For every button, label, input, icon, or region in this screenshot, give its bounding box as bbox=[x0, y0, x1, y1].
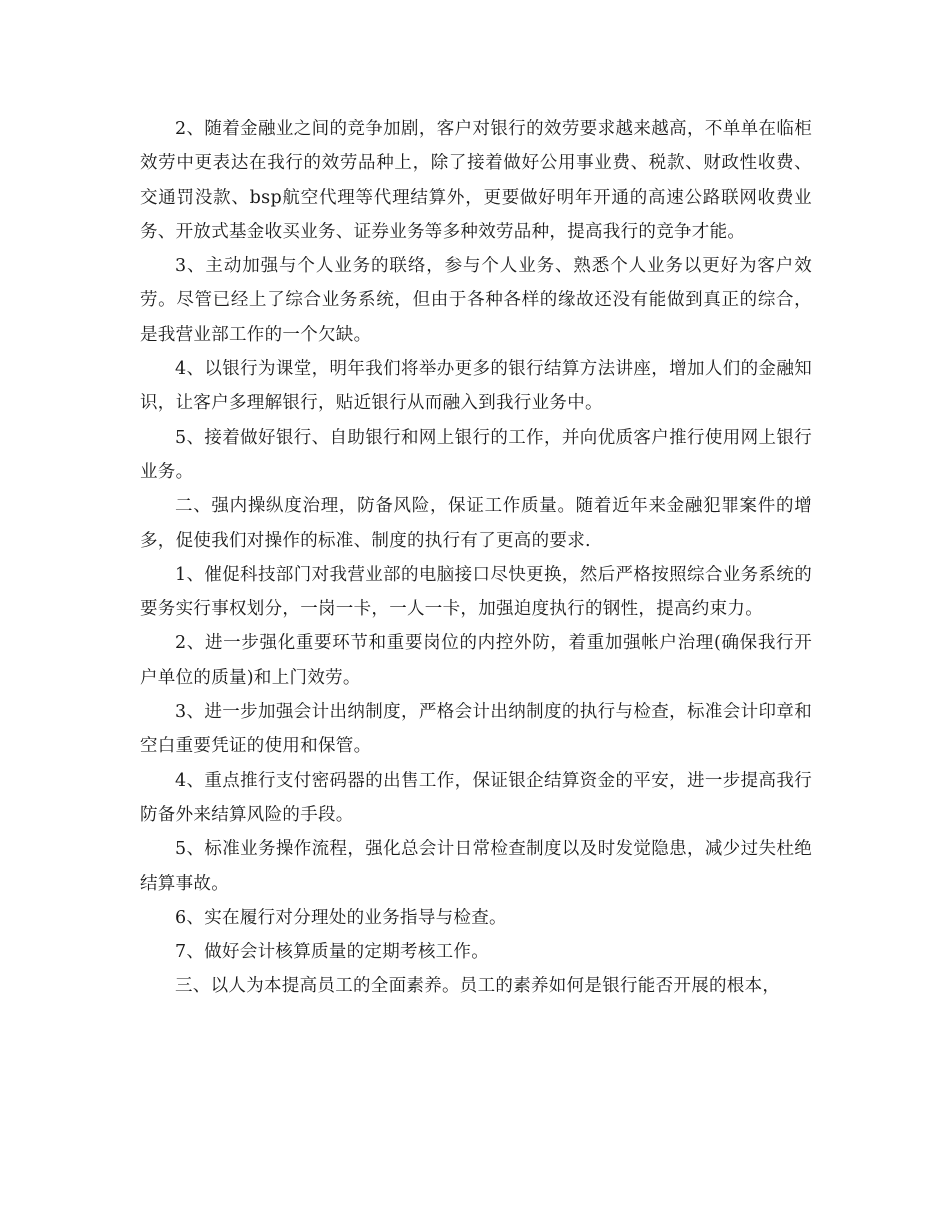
paragraph-section-two-heading: 二、强内操纵度治理，防备风险，保证工作质量。随着近年来金融犯罪案件的增多，促使我们对操作的标准、制度的执行有了更高的要求. bbox=[140, 496, 812, 551]
paragraph-bank-classroom: 4、以银行为课堂，明年我们将举办更多的银行结算方法讲座，增加人们的金融知识，让客户多理解银行，贴近银行从而融入到我行业务中。 bbox=[140, 359, 812, 414]
document-body bbox=[140, 112, 812, 1004]
paragraph-password-device: 4、重点推行支付密码器的出售工作，保证银企结算资金的平安，进一步提高我行防备外来结算风险的手段。 bbox=[140, 770, 812, 825]
paragraph-section-three-heading: 三、以人为本提高员工的全面素养。员工的素养如何是银行能否开展的根本， bbox=[175, 976, 781, 997]
paragraph-branch-guidance: 6、实在履行对分理处的业务指导与检查。 bbox=[175, 907, 507, 928]
paragraph-interface-replacement: 1、催促科技部门对我营业部的电脑接口尽快更换，然后严格按照综合业务系统的要务实行事权划分，一岗一卡，一人一卡，加强迫度执行的钢性，提高约束力。 bbox=[140, 564, 812, 620]
paragraph-service-competition: 2、随着金融业之间的竞争加剧，客户对银行的效劳要求越来越高，不单单在临柜效劳中更表达在我行的效劳品种上，除了接着做好公用事业费、税款、财政性收费、交通罚没款、bsp航空代理等代理结算外，更要做好明年开通的高速公路联网收费业务、开放式基金收买业务、证券业务等多种效劳品种，提高我行的竞争才能。 bbox=[140, 119, 812, 242]
paragraph-internal-control: 2、进一步强化重要环节和重要岗位的内控外防，着重加强帐户治理(确保我行开户单位的质量)和上门效劳。 bbox=[140, 633, 812, 688]
paragraph-operation-process: 5、标准业务操作流程，强化总会计日常检查制度以及时发觉隐患，减少过失杜绝结算事故。 bbox=[140, 839, 812, 894]
paragraph-online-banking: 5、接着做好银行、自助银行和网上银行的工作，并向优质客户推行使用网上银行业务。 bbox=[140, 427, 812, 482]
paragraph-quality-assessment: 7、做好会计核算质量的定期考核工作。 bbox=[175, 942, 490, 963]
paragraph-cashier-system: 3、进一步加强会计出纳制度，严格会计出纳制度的执行与检查，标准会计印章和空白重要凭证的使用和保管。 bbox=[140, 702, 812, 757]
paragraph-personal-business: 3、主动加强与个人业务的联络，参与个人业务、熟悉个人业务以更好为客户效劳。尽管已经上了综合业务系统，但由于各种各样的缘故还没有能做到真正的综合，是我营业部工作的一个欠缺。 bbox=[140, 256, 812, 345]
